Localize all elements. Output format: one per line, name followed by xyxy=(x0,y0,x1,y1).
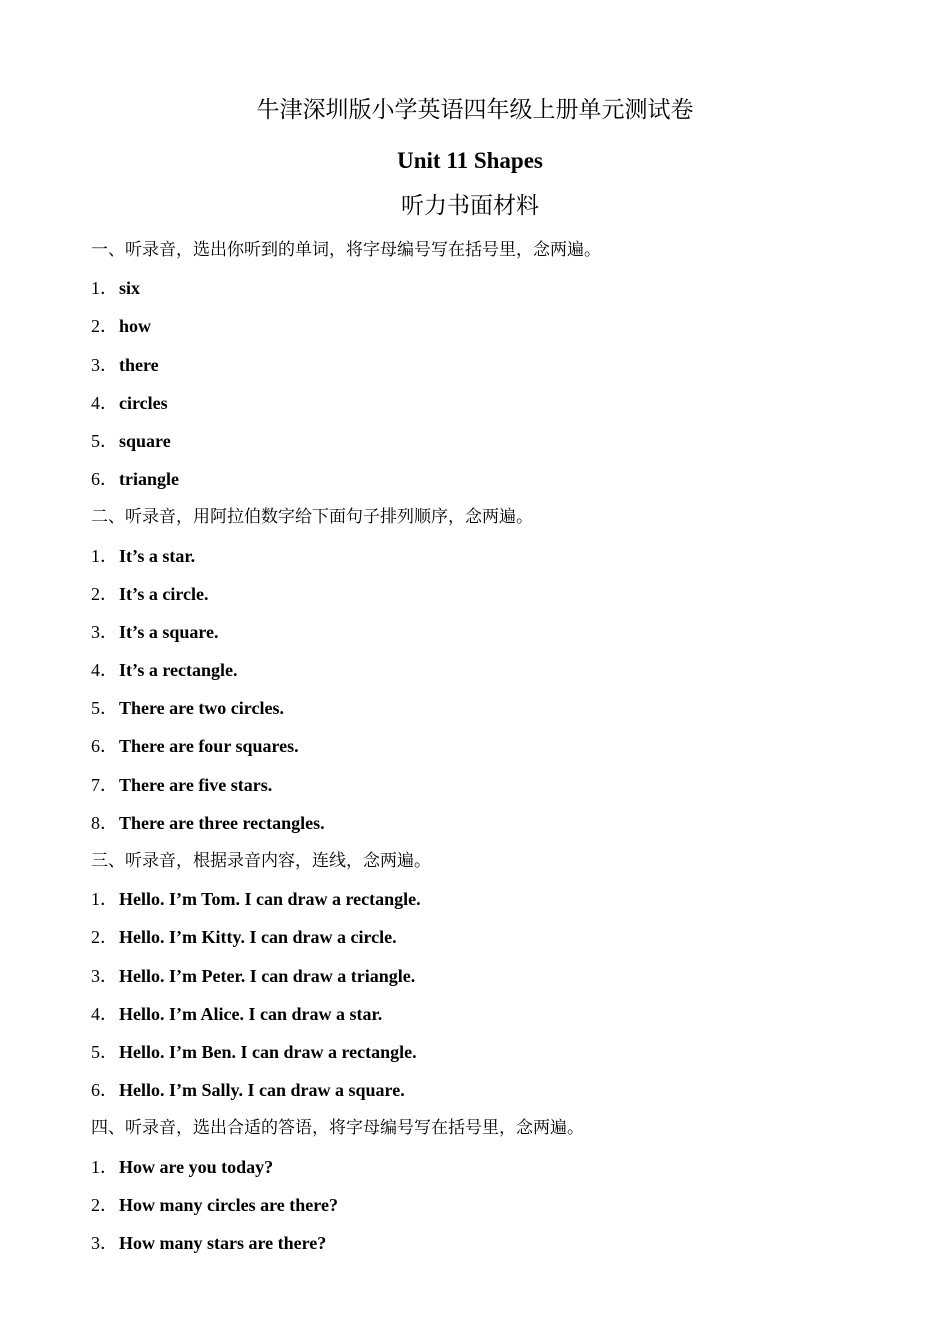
list-item xyxy=(91,274,871,312)
unit-title: Unit 11 Shapes xyxy=(397,148,543,173)
list-item xyxy=(91,427,871,465)
item-text: There are two circles. xyxy=(119,698,284,719)
item-number: 5． xyxy=(91,698,118,719)
item-number: 1． xyxy=(91,1156,118,1177)
item-text: Hello. I’m Sally. I can draw a square. xyxy=(119,1080,405,1101)
section-3-heading: 三、听录音，根据录音内容，连线，念两遍。 xyxy=(91,851,431,871)
item-number: 8． xyxy=(91,812,118,833)
item-number: 6． xyxy=(91,736,118,757)
list-item xyxy=(91,1153,871,1191)
section-2-heading: 二、听录音，用阿拉伯数字给下面句子排列顺序，念两遍。 xyxy=(91,507,533,528)
item-number: 7． xyxy=(91,774,118,795)
section-1-heading: 一、听录音，选出你听到的单词，将字母编号写在括号里，念两遍。 xyxy=(91,240,601,260)
item-text: How are you today? xyxy=(119,1156,274,1177)
document-body xyxy=(91,236,871,1267)
item-number: 2． xyxy=(91,1194,118,1215)
item-text: Hello. I’m Peter. I can draw a triangle. xyxy=(119,965,416,986)
list-item xyxy=(91,656,871,694)
list-item xyxy=(91,1229,871,1267)
list-item xyxy=(91,885,871,923)
item-text: It’s a star. xyxy=(119,545,196,566)
item-number: 6． xyxy=(91,1080,118,1101)
item-text: Hello. I’m Ben. I can draw a rectangle. xyxy=(119,1041,417,1062)
list-item xyxy=(91,312,871,350)
item-number: 3． xyxy=(91,965,118,986)
item-number: 1． xyxy=(91,545,118,566)
list-item xyxy=(91,771,871,809)
item-number: 6． xyxy=(91,469,118,490)
list-item xyxy=(91,542,871,580)
item-text: Hello. I’m Tom. I can draw a rectangle. xyxy=(119,889,421,910)
item-number: 2． xyxy=(91,316,118,337)
item-text: how xyxy=(119,316,152,337)
item-number: 5． xyxy=(91,1041,118,1062)
list-item xyxy=(91,962,871,1000)
item-number: 2． xyxy=(91,927,118,948)
item-text: triangle xyxy=(119,469,179,490)
list-item xyxy=(91,1076,871,1114)
list-item xyxy=(91,694,871,732)
item-text: six xyxy=(119,278,141,299)
item-number: 4． xyxy=(91,1003,118,1024)
list-item xyxy=(91,389,871,427)
list-item xyxy=(91,732,871,770)
list-item xyxy=(91,618,871,656)
item-text: square xyxy=(119,430,171,451)
section-4-heading: 四、听录音，选出合适的答语，将字母编号写在括号里，念两遍。 xyxy=(91,1118,584,1139)
list-item xyxy=(91,580,871,618)
item-number: 1． xyxy=(91,278,118,299)
item-number: 4． xyxy=(91,392,118,413)
item-text: circles xyxy=(119,392,168,413)
item-number: 2． xyxy=(91,583,118,604)
item-text: How many circles are there? xyxy=(119,1194,338,1215)
document-title: 牛津深圳版小学英语四年级上册单元测试卷 xyxy=(256,97,694,123)
item-number: 4． xyxy=(91,660,118,681)
item-text: Hello. I’m Alice. I can draw a star. xyxy=(119,1003,383,1024)
item-text: How many stars are there? xyxy=(119,1232,327,1253)
item-number: 1． xyxy=(91,889,118,910)
list-item xyxy=(91,465,871,503)
item-text: It’s a circle. xyxy=(119,583,209,604)
item-text: There are five stars. xyxy=(119,774,273,795)
list-item xyxy=(91,1191,871,1229)
list-item xyxy=(91,923,871,961)
item-text: It’s a rectangle. xyxy=(119,660,238,681)
item-text: There are three rectangles. xyxy=(119,812,325,833)
item-text: There are four squares. xyxy=(119,736,299,757)
item-text: Hello. I’m Kitty. I can draw a circle. xyxy=(119,927,397,948)
list-item xyxy=(91,809,871,847)
item-number: 5． xyxy=(91,430,118,451)
list-item xyxy=(91,1038,871,1076)
list-item xyxy=(91,351,871,389)
document-subtitle: 听力书面材料 xyxy=(401,193,539,219)
item-number: 3． xyxy=(91,1232,118,1253)
item-number: 3． xyxy=(91,354,118,375)
item-text: It’s a square. xyxy=(119,621,219,642)
item-text: there xyxy=(119,354,159,375)
list-item xyxy=(91,1000,871,1038)
item-number: 3． xyxy=(91,621,118,642)
